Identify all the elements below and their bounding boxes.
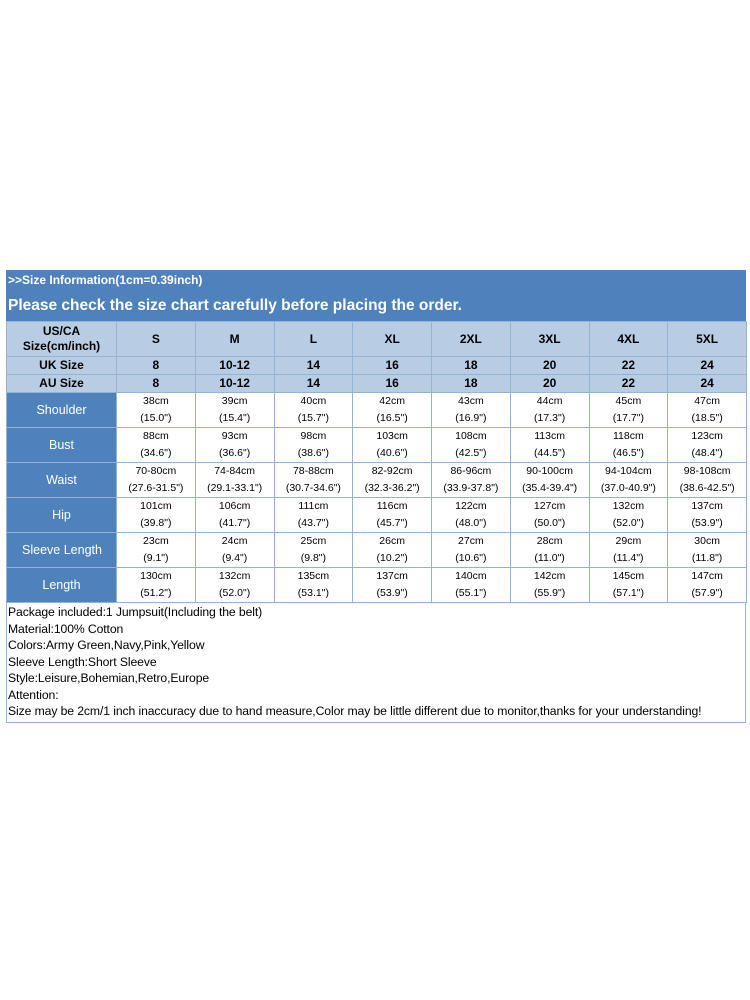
cm-value: 147cm [691,570,723,582]
measurement-cell [274,498,353,533]
inch-value: (51.2") [140,587,172,599]
cm-value: 40cm [300,395,327,407]
size-chart [6,270,746,723]
au-size-cell: 24 [668,375,747,393]
size-header-cell: XL [353,322,432,357]
cm-value: 137cm [376,570,408,582]
inch-value: (9.4") [221,552,248,564]
measurement-cell [353,428,432,463]
measurement-cell [353,568,432,603]
cm-value: 145cm [612,570,645,582]
cm-value: 43cm [458,395,484,407]
measurement-cell [274,533,353,568]
measurement-cell [117,533,196,568]
measurement-cell [668,568,747,603]
au-size-cell: 16 [353,375,432,393]
measurement-cell [589,568,668,603]
measurement-cell [668,393,747,428]
cm-value: 27cm [458,535,484,547]
measurement-cell [432,533,511,568]
measurement-cell [353,463,432,498]
cm-value: 47cm [694,395,720,407]
size-table [6,321,747,603]
inch-value: (17.3") [534,412,566,424]
cm-value: 94-104cm [605,465,652,477]
cm-value: 113cm [534,430,565,442]
cm-value: 111cm [298,500,329,512]
measurement-cell [668,533,747,568]
cm-value: 130cm [140,570,172,582]
measurement-label: Length [7,568,117,603]
inch-value: (52.0") [219,587,251,599]
cm-value: 78-88cm [292,465,334,477]
inch-value: (15.0") [140,412,172,424]
size-header-cell: L [274,322,353,357]
inch-value: (50.0") [534,517,566,529]
cm-value: 140cm [455,570,487,582]
size-header-cell: 5XL [668,322,747,357]
measurement-cell [117,568,196,603]
inch-value: (9.8") [300,552,327,564]
cm-value: 93cm [221,430,248,442]
cm-value: 70-80cm [135,465,177,477]
cm-value: 38cm [143,395,169,407]
measurement-label: Shoulder [7,393,117,428]
uk-size-cell: 10-12 [195,357,274,375]
inch-value: (48.0") [455,517,487,529]
measurement-cell [195,498,274,533]
uk-size-cell: 22 [589,357,668,375]
measurement-row [7,498,747,533]
cm-value: 90-100cm [526,465,573,477]
info-line: Size may be 2cm/1 inch inaccuracy due to hand measure,Color may be little different due to monitor,thanks for your understanding! [8,704,702,718]
cm-value: 29cm [615,535,642,547]
cm-value: 118cm [613,430,644,442]
inch-value: (18.5") [691,412,723,424]
inch-value: (42.5") [455,447,487,459]
measurement-cell [432,393,511,428]
cm-value: 82-92cm [371,465,413,477]
info-line: Package included:1 Jumpsuit(Including the belt) [8,605,263,619]
size-header-cell: S [117,322,196,357]
measurement-cell [353,498,432,533]
measurement-cell [668,463,747,498]
cm-value: 123cm [691,430,723,442]
cm-value: 44cm [536,395,563,407]
corner-header [7,322,117,357]
inch-value: (52.0") [612,517,644,529]
measurement-label: Sleeve Length [7,533,117,568]
cm-value: 137cm [691,500,723,512]
product-info [6,603,746,723]
corner-label-line2: Size(cm/inch) [22,339,101,353]
inch-value: (45.7") [376,517,408,529]
size-info-banner: >>Size Information(1cm=0.39inch) [6,270,746,291]
measurement-cell [589,463,668,498]
measurement-label: Waist [7,463,117,498]
measurement-cell [432,568,511,603]
measurement-cell [117,463,196,498]
measurement-cell [117,428,196,463]
measurement-cell [274,393,353,428]
uk-size-cell: 20 [510,357,589,375]
measurement-cell [353,533,432,568]
cm-value: 127cm [533,500,566,512]
uk-size-label: UK Size [7,357,117,375]
measurement-row [7,533,747,568]
measurement-row [7,463,747,498]
cm-value: 45cm [615,395,642,407]
au-size-cell: 10-12 [195,375,274,393]
uk-size-row [7,357,747,375]
measurement-row [7,393,747,428]
cm-value: 98cm [300,430,327,442]
measurement-cell [589,393,668,428]
measurement-cell [510,533,589,568]
size-header-cell: 4XL [589,322,668,357]
inch-value: (39.8") [140,517,172,529]
measurement-cell [510,428,589,463]
cm-value: 28cm [536,535,563,547]
inch-value: (43.7") [297,517,329,529]
measurement-cell [510,498,589,533]
inch-value: (16.9") [455,412,487,424]
cm-value: 25cm [300,535,327,547]
measurement-cell [195,533,274,568]
cm-value: 39cm [221,395,248,407]
cm-value: 122cm [455,500,487,512]
inch-value: (57.1") [612,587,644,599]
inch-value: (40.6") [376,447,408,459]
inch-value: (41.7") [219,517,251,529]
inch-value: (10.2") [376,552,408,564]
inch-value: (15.4") [219,412,251,424]
measurement-cell [510,393,589,428]
cm-value: 132cm [612,500,645,512]
uk-size-cell: 14 [274,357,353,375]
inch-value: (57.9") [691,587,723,599]
cm-value: 101cm [140,500,172,512]
cm-value: 108cm [455,430,487,442]
inch-value: (11.0") [534,552,565,564]
measurement-cell [117,498,196,533]
inch-value: (17.7") [612,412,644,424]
inch-value: (44.5") [534,447,566,459]
cm-value: 86-96cm [450,465,492,477]
inch-value: (33.9-37.8") [443,482,499,494]
inch-value: (16.5") [376,412,408,424]
uk-size-cell: 16 [353,357,432,375]
uk-size-cell: 24 [668,357,747,375]
inch-value: (30.7-34.6") [285,482,341,494]
info-line: Attention: [8,687,59,702]
cm-value: 98-108cm [683,465,731,477]
inch-value: (53.9") [691,517,723,529]
cm-value: 24cm [221,535,248,547]
au-size-cell: 22 [589,375,668,393]
measurement-cell [589,428,668,463]
inch-value: (38.6") [297,447,329,459]
uk-size-cell: 18 [432,357,511,375]
cm-value: 142cm [533,570,566,582]
measurement-cell [432,498,511,533]
measurement-cell [274,568,353,603]
measurement-cell [274,463,353,498]
measurement-row [7,428,747,463]
inch-value: (37.0-40.9") [600,482,656,494]
au-size-cell: 8 [117,375,196,393]
uk-size-cell: 8 [117,357,196,375]
cm-value: 74-84cm [214,465,256,477]
inch-value: (55.9") [534,587,566,599]
cm-value: 26cm [379,535,405,547]
inch-value: (27.6-31.5") [128,482,184,494]
measurement-label: Bust [7,428,117,463]
measurement-cell [668,498,747,533]
measurement-cell [117,393,196,428]
us-size-row [7,322,747,357]
inch-value: (29.1-33.1") [207,482,263,494]
au-size-cell: 18 [432,375,511,393]
cm-value: 103cm [376,430,408,442]
measurement-cell [510,568,589,603]
measurement-cell [432,463,511,498]
corner-label-line1: US/CA [42,324,81,338]
measurement-cell [195,393,274,428]
inch-value: (36.6") [219,447,251,459]
size-header-cell: 3XL [510,322,589,357]
info-line: Colors:Army Green,Navy,Pink,Yellow [8,638,205,652]
inch-value: (48.4") [691,447,723,459]
cm-value: 116cm [376,500,408,512]
inch-value: (38.6-42.5") [679,482,735,494]
measurement-cell [195,463,274,498]
cm-value: 30cm [694,535,720,547]
inch-value: (53.9") [376,587,408,599]
au-size-label: AU Size [7,375,117,393]
cm-value: 106cm [218,500,251,512]
measurement-cell [668,428,747,463]
size-header-cell: M [195,322,274,357]
cm-value: 132cm [218,570,251,582]
inch-value: (32.3-36.2") [364,482,420,494]
measurement-cell [589,498,668,533]
inch-value: (11.4") [613,552,644,564]
inch-value: (46.5") [612,447,644,459]
size-header-cell: 2XL [432,322,511,357]
au-size-cell: 14 [274,375,353,393]
measurement-row [7,568,747,603]
inch-value: (34.6") [140,447,172,459]
size-check-notice: Please check the size chart carefully before placing the order. [6,291,746,321]
measurement-cell [274,428,353,463]
cm-value: 23cm [143,535,169,547]
measurement-cell [353,393,432,428]
cm-value: 88cm [143,430,169,442]
measurement-cell [195,568,274,603]
measurement-cell [589,533,668,568]
inch-value: (53.1") [297,587,329,599]
cm-value: 42cm [379,395,405,407]
info-line: Sleeve Length:Short Sleeve [8,654,157,669]
measurement-cell [432,428,511,463]
info-line: Material:100% Cotton [8,621,124,636]
inch-value: (35.4-39.4") [522,482,578,494]
au-size-row [7,375,747,393]
inch-value: (55.1") [455,587,487,599]
measurement-cell [510,463,589,498]
inch-value: (15.7") [297,412,329,424]
measurement-label: Hip [7,498,117,533]
measurement-cell [195,428,274,463]
inch-value: (9.1") [143,552,169,564]
au-size-cell: 20 [510,375,589,393]
inch-value: (11.8") [691,552,723,564]
cm-value: 135cm [297,570,330,582]
inch-value: (10.6") [455,552,487,564]
info-line: Style:Leisure,Bohemian,Retro,Europe [8,671,210,685]
